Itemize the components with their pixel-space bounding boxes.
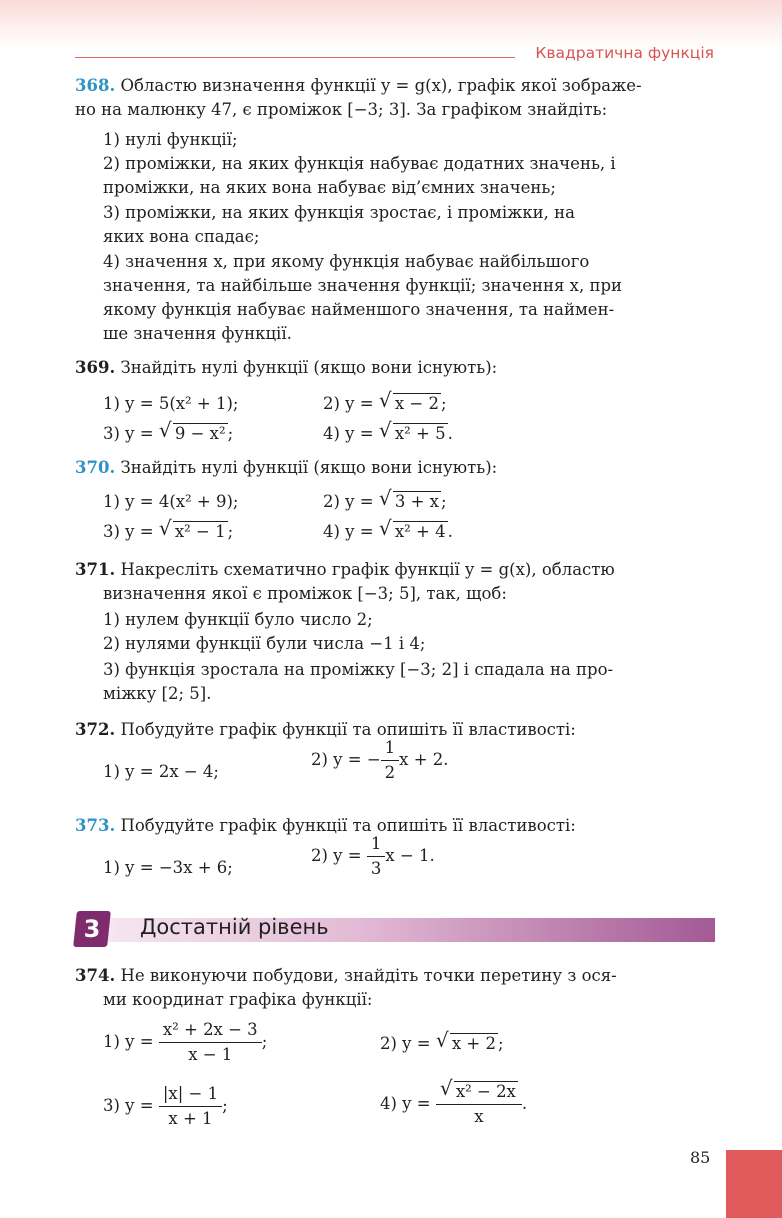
level-title: Достатній рівень	[140, 915, 329, 939]
ex373-number: 373.	[75, 816, 116, 835]
ex373-line1: 373. Побудуйте графік функції та опишіть її властивості:	[75, 816, 576, 835]
ex368-number: 368.	[75, 76, 116, 95]
ex369-b: 2) y = √ x − 2 ;	[323, 392, 447, 416]
ex368-item3a: 3) проміжки, на яких функція зростає, і проміжки, на	[103, 203, 575, 222]
fraction: $\frac{1}{3}$	[367, 832, 386, 881]
ex371-item3a: 3) функція зростала на проміжку [−3; 2] і спадала на про-	[103, 660, 614, 679]
ex369-c: 3) y = √ 9 − x² ;	[103, 422, 233, 446]
sqrt: √ x² + 4	[378, 516, 446, 541]
ex371-number: 371.	[75, 560, 116, 579]
ex370-a: 1) y = 4(x² + 9);	[103, 492, 239, 511]
ex368-line1: 368. Областю визначення функції y = g(x), графік якої зображе-	[75, 76, 642, 95]
sqrt: √ x + 2	[435, 1028, 496, 1053]
ex368-item1: 1) нулі функції;	[103, 130, 238, 149]
ex370-c: 3) y = √ x² − 1 ;	[103, 520, 233, 544]
ex374-d: 4) y = √ x² − 2x x .	[380, 1080, 527, 1129]
ex368-item4c: якому функція набуває найменшого значення, та наймен-	[103, 300, 615, 319]
top-gradient	[0, 0, 782, 48]
sqrt: √ x − 2	[378, 388, 439, 413]
fraction: $\frac{1}{2}$	[381, 736, 400, 785]
header-rule	[75, 57, 515, 58]
ex374-line1: 374. Не виконуючи побудови, знайдіть точки перетину з ося-	[75, 966, 617, 985]
ex372-number: 372.	[75, 720, 116, 739]
fraction: √ x² − 2x x	[436, 1080, 522, 1129]
sqrt: √ 9 − x²	[158, 418, 226, 443]
ex368-item2a: 2) проміжки, на яких функція набуває додатних значень, і	[103, 154, 616, 173]
ex373-a: 1) y = −3x + 6;	[103, 858, 233, 877]
ex371-line2: визначення якої є проміжок [−3; 5], так, щоб:	[103, 584, 507, 603]
sqrt: √ 3 + x	[378, 486, 439, 511]
ex371-item2: 2) нулями функції були числа −1 і 4;	[103, 634, 426, 653]
ex368-item4b: значення, та найбільше значення функції; значення x, при	[103, 276, 623, 295]
ex370-d: 4) y = √ x² + 4 .	[323, 520, 453, 544]
ex368-item3b: яких вона спадає;	[103, 227, 260, 246]
ex374-a: 1) y = $\frac{\text{x² + 2x − 3}}{x - 1}$ ;	[103, 1018, 267, 1067]
ex368-line2: но на малюнку 47, є проміжок [−3; 3]. За графіком знайдіть:	[75, 100, 608, 119]
ex369-number: 369.	[75, 358, 116, 377]
fraction: $\frac{|x| - 1}{x + 1}$	[159, 1082, 222, 1131]
ex370-b: 2) y = √ 3 + x ;	[323, 490, 447, 514]
ex368-item2b: проміжки, на яких вона набуває від’ємних значень;	[103, 178, 556, 197]
ex372-b: 2) y = − $\frac{1}{2}$ x + 2.	[311, 736, 449, 785]
ex374-line2: ми координат графіка функції:	[103, 990, 373, 1009]
section-title: Квадратична функція	[535, 44, 714, 62]
ex374-b: 2) y = √ x + 2 ;	[380, 1032, 504, 1056]
ex368-item4d: ше значення функції.	[103, 324, 292, 343]
ex371-item3b: міжку [2; 5].	[103, 684, 212, 703]
ex371-item1: 1) нулем функції було число 2;	[103, 610, 373, 629]
sqrt: √ x² + 5	[378, 418, 446, 443]
ex374-number: 374.	[75, 966, 116, 985]
page-corner-tab	[726, 1150, 782, 1218]
ex372-a: 1) y = 2x − 4;	[103, 762, 219, 781]
sqrt: √ x² − 2x	[439, 1076, 516, 1101]
ex370-number: 370.	[75, 458, 116, 477]
ex369-d: 4) y = √ x² + 5 .	[323, 422, 453, 446]
ex370-line1: 370. Знайдіть нулі функції (якщо вони існують):	[75, 458, 498, 477]
page-number: 85	[690, 1148, 711, 1167]
ex371-line1: 371. Накресліть схематично графік функції y = g(x), областю	[75, 560, 615, 579]
ex369-a: 1) y = 5(x² + 1);	[103, 394, 239, 413]
ex368-item4a: 4) значення x, при якому функція набуває найбільшого	[103, 252, 590, 271]
level-badge: 3	[73, 911, 111, 947]
ex369-line1: 369. Знайдіть нулі функції (якщо вони існують):	[75, 358, 498, 377]
fraction: $\frac{\text{x² + 2x − 3}}{x - 1}$	[159, 1018, 262, 1067]
ex373-b: 2) y = $\frac{1}{3}$ x − 1.	[311, 832, 435, 881]
sqrt: √ x² − 1	[158, 516, 226, 541]
ex374-c: 3) y = $\frac{|x| - 1}{x + 1}$ ;	[103, 1082, 228, 1131]
ex372-line1: 372. Побудуйте графік функції та опишіть її властивості:	[75, 720, 576, 739]
